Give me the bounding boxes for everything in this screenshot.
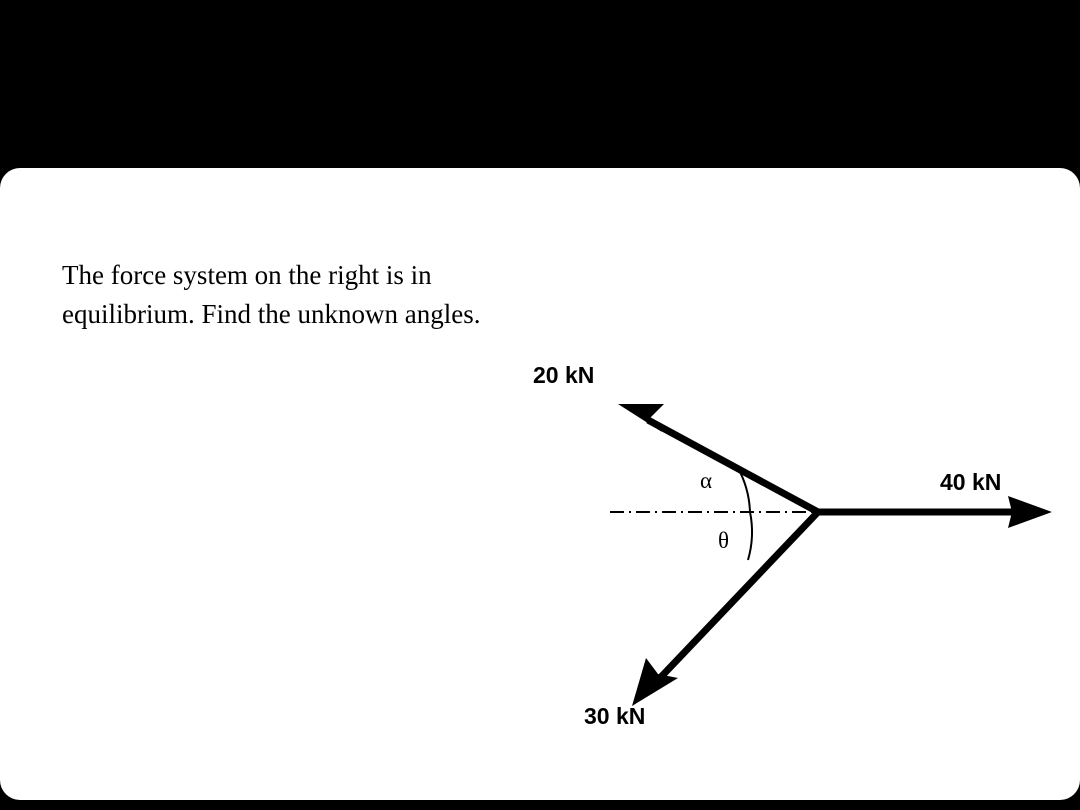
- force-label-20kn: 20 kN: [533, 362, 595, 388]
- slide-card: [0, 168, 1080, 800]
- force-label-30kn: 30 kN: [584, 703, 646, 729]
- force-vector-40kn-arrowhead: [1008, 496, 1052, 528]
- force-vector-30kn-shaft: [660, 512, 818, 678]
- angle-arc-theta: [748, 512, 752, 560]
- prompt-text: The force system on the right is in equilibrium. Find the unknown angles.: [62, 260, 481, 330]
- angle-label-theta: θ: [718, 528, 730, 553]
- force-label-40kn: 40 kN: [940, 469, 1002, 495]
- force-vector-20kn-shaft: [648, 420, 818, 512]
- force-vector-20kn-arrowhead: [618, 404, 664, 432]
- angle-label-alpha: α: [700, 468, 713, 493]
- concurrency-point: [815, 509, 821, 515]
- force-diagram: [500, 348, 1080, 768]
